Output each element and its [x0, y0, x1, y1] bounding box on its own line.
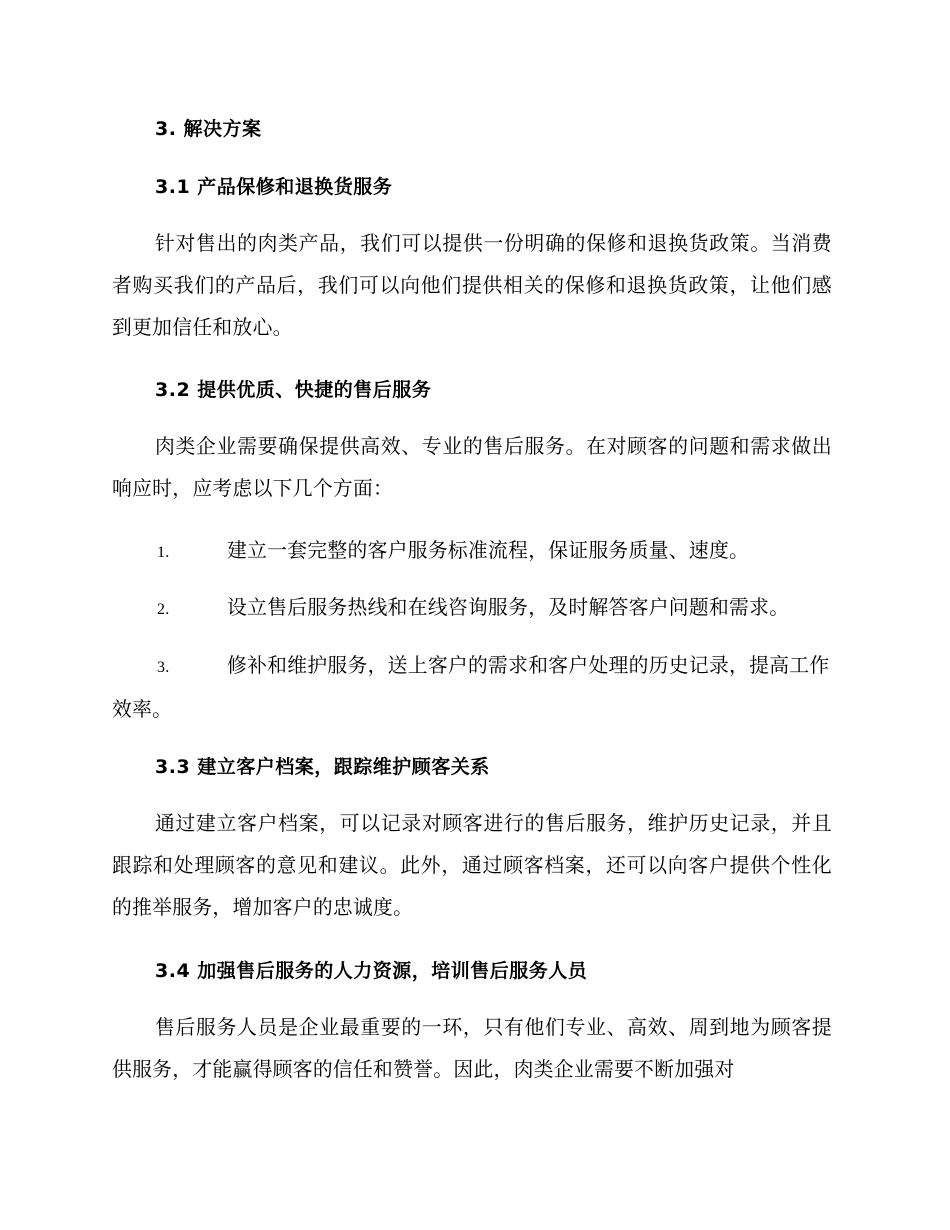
list-item-2: [112, 587, 832, 631]
list-text: 修补和维护服务，送上客户的需求和客户处理的历史记录，提高工作效率。: [112, 654, 830, 721]
subsection-heading-3-2: 3.2 提供优质、快捷的售后服务: [155, 379, 432, 401]
paragraph-3-2: 肉类企业需要确保提供高效、专业的售后服务。在对顾客的问题和需求做出响应时，应考虑以下几个方面：: [112, 435, 832, 500]
paragraph-3-3: 通过建立客户档案，可以记录对顾客进行的售后服务，维护历史记录，并且跟踪和处理顾客的意见和建议。此外，通过顾客档案，还可以向客户提供个性化的推举服务，增加客户的忠诚度。: [112, 812, 832, 919]
list-text: 设立售后服务热线和在线咨询服务，及时解答客户问题和需求。: [227, 596, 790, 619]
subsection-heading-3-3: 3.3 建立客户档案，跟踪维护顾客关系: [155, 756, 490, 778]
paragraph-3-1: 针对售出的肉类产品，我们可以提供一份明确的保修和退换货政策。当消费者购买我们的产品后，我们可以向他们提供相关的保修和退换货政策，让他们感到更加信任和放心。: [112, 232, 832, 339]
list-number: 2.: [157, 601, 170, 618]
list-item-1: [112, 530, 832, 574]
subsection-heading-3-1: 3.1 产品保修和退换货服务: [155, 176, 393, 198]
section-title: 3. 解决方案: [155, 118, 262, 140]
list-number: 1.: [157, 544, 170, 561]
list-number: 3.: [157, 659, 170, 676]
subsection-heading-3-4: 3.4 加强售后服务的人力资源，培训售后服务人员: [155, 960, 588, 982]
list-item-3: [112, 645, 832, 731]
list-text: 建立一套完整的客户服务标准流程，保证服务质量、速度。: [227, 539, 750, 562]
paragraph-3-4: 售后服务人员是企业最重要的一环，只有他们专业、高效、周到地为顾客提供服务，才能赢得顾客的信任和赞誉。因此，肉类企业需要不断加强对: [112, 1016, 832, 1081]
